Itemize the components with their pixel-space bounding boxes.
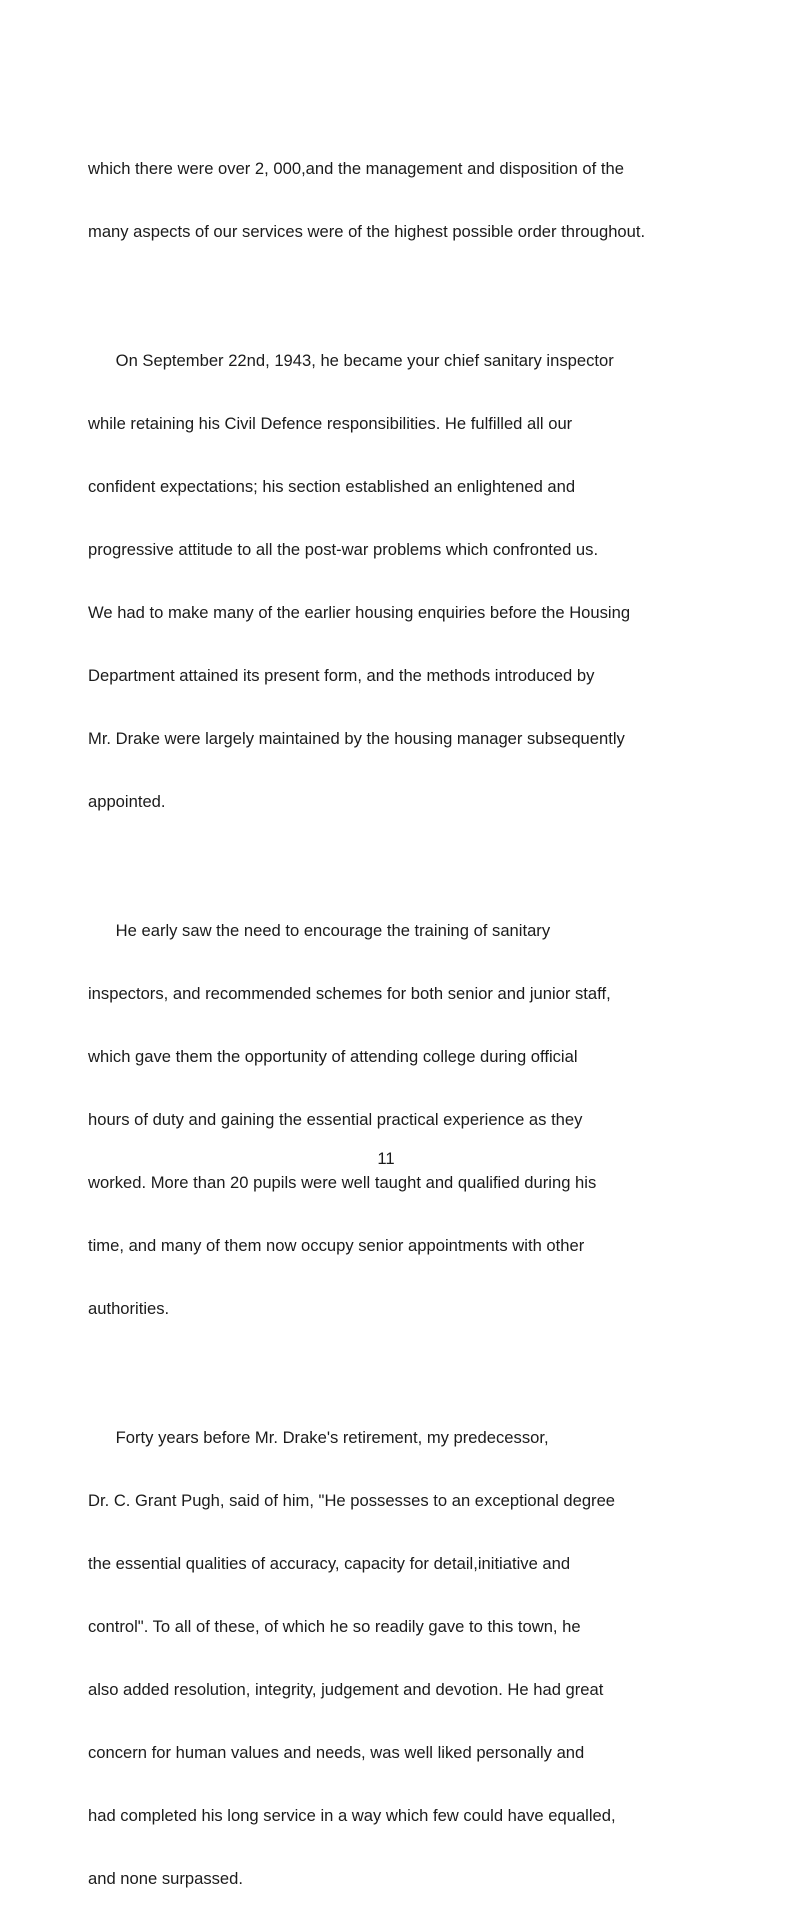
- paragraph-3: [88, 878, 794, 1361]
- text-line: had completed his long service in a way which few could have equalled,: [88, 1806, 616, 1825]
- text-line: while retaining his Civil Defence responsibilities. He fulfilled all our: [88, 414, 573, 433]
- text-line: Dr. C. Grant Pugh, said of him, "He possesses to an exceptional degree: [88, 1491, 616, 1510]
- paragraph-4: [88, 1385, 794, 1931]
- text-line: worked. More than 20 pupils were well taught and qualified during his: [88, 1173, 597, 1192]
- text-line: He early saw the need to encourage the training of sanitary: [88, 921, 551, 940]
- text-line: appointed.: [88, 792, 166, 811]
- text-line: and none surpassed.: [88, 1869, 243, 1888]
- body-text: [88, 116, 794, 1931]
- text-line: Forty years before Mr. Drake's retirement, my predecessor,: [88, 1428, 549, 1447]
- text-line: which there were over 2, 000,and the management and disposition of the: [88, 159, 624, 178]
- text-line: authorities.: [88, 1299, 170, 1318]
- text-line: control". To all of these, of which he so readily gave to this town, he: [88, 1617, 581, 1636]
- text-line: the essential qualities of accuracy, capacity for detail,initiative and: [88, 1554, 571, 1573]
- text-line: We had to make many of the earlier housing enquiries before the Housing: [88, 603, 631, 622]
- page-number: 11: [377, 1149, 395, 1168]
- text-line: time, and many of them now occupy senior appointments with other: [88, 1236, 585, 1255]
- text-line: On September 22nd, 1943, he became your chief sanitary inspector: [88, 351, 614, 370]
- text-line: confident expectations; his section established an enlightened and: [88, 477, 576, 496]
- text-line: also added resolution, integrity, judgement and devotion. He had great: [88, 1680, 604, 1699]
- text-line: Mr. Drake were largely maintained by the housing manager subsequently: [88, 729, 625, 748]
- text-line: concern for human values and needs, was well liked personally and: [88, 1743, 585, 1762]
- paragraph-1: [88, 116, 794, 284]
- text-line: many aspects of our services were of the highest possible order throughout.: [88, 222, 646, 241]
- paragraph-2: [88, 308, 794, 854]
- text-line: Department attained its present form, and the methods introduced by: [88, 666, 595, 685]
- text-line: inspectors, and recommended schemes for both senior and junior staff,: [88, 984, 611, 1003]
- text-line: progressive attitude to all the post-war problems which confronted us.: [88, 540, 599, 559]
- text-line: hours of duty and gaining the essential practical experience as they: [88, 1110, 583, 1129]
- text-line: which gave them the opportunity of attending college during official: [88, 1047, 578, 1066]
